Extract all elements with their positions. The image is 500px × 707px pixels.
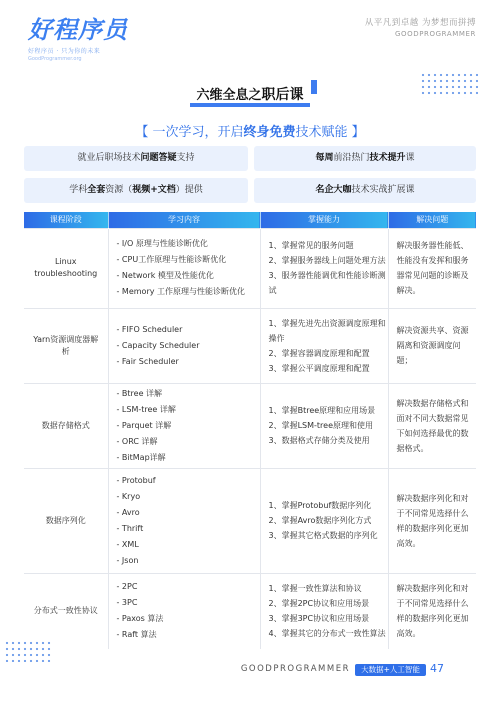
content-item: - Thrift (116, 523, 144, 533)
ability-cell (260, 308, 388, 383)
ability-cell (260, 383, 388, 468)
ability-item: 1、掌握Protobuf数据序列化 (268, 501, 372, 510)
section-subtitle (0, 121, 500, 140)
ability-item: 1、掌握先进先出资源调度原理和操作 (268, 318, 386, 343)
subtitle-highlight: 终身免费 (243, 125, 296, 140)
benefit-text: 技术实战扩展课 (351, 185, 415, 195)
content-item: - Btree 详解 (116, 388, 163, 398)
benefit-bold: 全套 (87, 185, 106, 195)
column-header-solve: 解决问题 (388, 212, 476, 228)
benefit-text: 就业后职场技术 (77, 153, 141, 163)
content-item: - BitMap详解 (116, 452, 166, 462)
content-item: - Json (116, 555, 139, 565)
solve-cell: 解决数据序列化和对于不同常见选择什么样的数据序列化更加高效。 (388, 468, 476, 573)
ability-item: 3、掌握其它格式数据的序列化 (268, 531, 378, 540)
title-underline (190, 103, 309, 107)
content-item: - Avro (116, 507, 140, 517)
ability-item: 2、掌握Avro数据序列化方式 (268, 516, 372, 525)
stage-cell: 分布式一致性协议 (24, 573, 108, 649)
content-item: - Network 模型及性能优化 (116, 271, 214, 280)
logo-url: GoodProgrammer.org (28, 56, 82, 62)
table-row (24, 468, 476, 573)
ability-item: 2、掌握容器调度原理和配置 (268, 348, 370, 358)
benefit-bold: 技术提升 (369, 153, 406, 163)
content-cell (108, 308, 260, 383)
solve-cell: 解决资源共享、资源隔离和资源调度问题； (388, 308, 476, 383)
benefit-resources (24, 178, 248, 203)
ability-cell (260, 228, 388, 308)
benefit-bold: 问题答疑 (140, 153, 177, 163)
course-table (24, 212, 476, 649)
logo-tagline: 好程序员 · 只为你的未来 (28, 48, 101, 55)
content-item: - Capacity Scheduler (116, 340, 200, 350)
stage-cell: Linux troubleshooting (24, 228, 108, 308)
benefit-qa-support (24, 146, 248, 171)
benefit-bold: 名企大咖 (315, 185, 352, 195)
slogan-en: GOODPROGRAMMER (395, 30, 476, 38)
benefit-weekly-course (254, 146, 476, 171)
benefit-text: ）提供 (175, 185, 203, 195)
content-cell (108, 228, 260, 308)
stage-cell: Yarn资源调度器解析 (24, 308, 108, 383)
benefit-text: 资源（ (105, 185, 133, 195)
title-prefix: 六维全息之 (196, 88, 262, 103)
ability-item: 2、掌握服务器线上问题处理方法 (268, 256, 386, 265)
ability-item: 2、掌握LSM-tree原理和使用 (268, 421, 374, 430)
content-item: - Paxos 算法 (116, 614, 164, 624)
column-header-content: 学习内容 (108, 212, 260, 228)
content-item: - ORC 详解 (116, 436, 158, 446)
ability-item: 1、掌握Btree原理和应用场景 (268, 406, 376, 415)
ability-cell (260, 573, 388, 649)
footer-badge: 大数据+人工智能 (355, 664, 426, 676)
content-item: - Protobuf (116, 475, 156, 485)
content-item: - Memory 工作原理与性能诊断优化 (116, 287, 246, 296)
column-header-ability: 掌握能力 (260, 212, 388, 228)
solve-cell: 解决数据存储格式和面对不同大数据常见下如何选择最优的数据格式。 (388, 383, 476, 468)
table-row (24, 308, 476, 383)
column-header-stage: 课程阶段 (24, 212, 108, 228)
content-item: - I/O 原理与性能诊断优化 (116, 239, 208, 248)
benefit-text: 学科 (69, 185, 88, 195)
solve-cell: 解决数据序列化和对于不同常见选择什么样的数据序列化更加高效。 (388, 573, 476, 649)
ability-item: 1、掌握一致性算法和协议 (268, 584, 362, 594)
ability-item: 3、数据格式存储分类及使用 (268, 436, 370, 445)
benefit-bold: 每周 (315, 153, 334, 163)
slogan-cn: 从平凡到卓越 为梦想而拼搏 (364, 18, 476, 28)
title-corner-mark (311, 80, 317, 94)
content-cell (108, 383, 260, 468)
subtitle-prefix: 【 一次学习，开启 (135, 125, 244, 140)
section-title (0, 84, 500, 104)
content-item: - XML (116, 539, 139, 549)
content-item: - Fair Scheduler (116, 356, 179, 366)
benefit-expert-course (254, 178, 476, 203)
footer-brand: GOODPROGRAMMER (240, 664, 350, 674)
decorative-dot-grid-bottom (4, 640, 52, 662)
title-accent: 职后课 (261, 87, 304, 103)
table-row (24, 228, 476, 308)
content-item: - Parquet 详解 (116, 420, 172, 430)
content-item: - LSM-tree 详解 (116, 404, 176, 414)
ability-item: 3、服务器性能调优和性能诊断测试 (268, 271, 386, 295)
content-item: - 3PC (116, 598, 138, 608)
content-item: - FIFO Scheduler (116, 324, 183, 334)
ability-cell (260, 468, 388, 573)
benefit-text: 课 (405, 153, 415, 163)
ability-item: 1、掌握常见的服务问题 (268, 241, 354, 250)
table-row (24, 383, 476, 468)
content-item: - 2PC (116, 582, 138, 592)
ability-item: 2、掌握2PC协议和应用场景 (268, 599, 370, 609)
benefit-text: 前沿热门 (333, 153, 370, 163)
page-number: 47 (430, 662, 444, 675)
page-header (0, 0, 500, 60)
ability-item: 3、掌握公平调度原理和配置 (268, 363, 370, 373)
stage-cell: 数据序列化 (24, 468, 108, 573)
slogan (365, 16, 476, 38)
content-item: - Raft 算法 (116, 630, 157, 640)
ability-item: 3、掌握3PC协议和应用场景 (268, 614, 370, 624)
brand-logo (28, 10, 128, 62)
benefit-text: 支持 (176, 153, 195, 163)
stage-cell: 数据存储格式 (24, 383, 108, 468)
content-cell (108, 468, 260, 573)
table-row (24, 573, 476, 649)
subtitle-suffix: 技术赋能 】 (295, 125, 365, 140)
content-item: - CPU工作原理与性能诊断优化 (116, 255, 227, 264)
ability-item: 4、掌握其它的分布式一致性算法 (268, 629, 386, 639)
content-cell (108, 573, 260, 649)
solve-cell: 解决服务器性能低、性能没有发挥和服务器常见问题的诊断及解决。 (388, 228, 476, 308)
table-header-row (24, 212, 476, 228)
benefit-bold: 视频+文档 (132, 185, 176, 195)
content-item: - Kryo (116, 491, 141, 501)
logo-text: 好程序员 (28, 16, 128, 44)
